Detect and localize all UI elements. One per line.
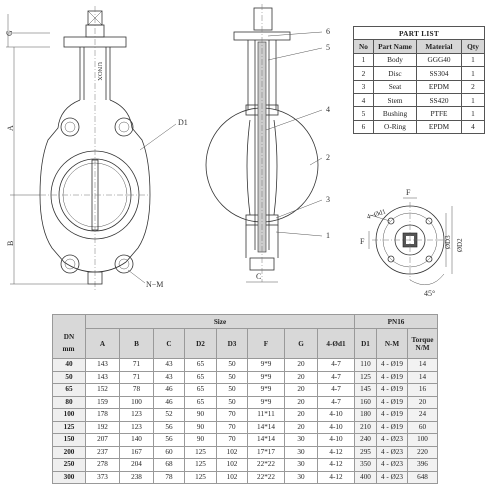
dimension-cell: 102: [217, 459, 248, 472]
dimension-cell: 110: [355, 359, 377, 372]
dimension-cell: 90: [185, 421, 217, 434]
parts-cell: 1: [354, 53, 374, 66]
parts-row: [354, 107, 485, 120]
dimension-cell: 22*22: [248, 459, 285, 472]
parts-row: [354, 67, 485, 80]
dimension-cell: 180: [355, 409, 377, 422]
dimension-cell: 20: [285, 396, 318, 409]
dimension-cell: 78: [154, 471, 185, 484]
dimension-cell: 400: [355, 471, 377, 484]
dimension-cell: 210: [355, 421, 377, 434]
dimension-cell: 52: [154, 409, 185, 422]
dimension-cell: 65: [185, 359, 217, 372]
dimension-cell: 160: [355, 396, 377, 409]
dimension-cell: 125: [185, 446, 217, 459]
dn-unit: mm: [62, 345, 75, 353]
dimension-cell: 70: [217, 421, 248, 434]
dimension-cell: 30: [285, 434, 318, 447]
dimension-cell: 4-7: [318, 359, 355, 372]
dimension-cell: 71: [120, 359, 154, 372]
dimension-cell: 4 - Ø23: [377, 446, 408, 459]
parts-row: [354, 93, 485, 106]
dimension-cell: 100: [120, 396, 154, 409]
dimension-cell: 4-12: [318, 471, 355, 484]
dimension-cell: 65: [185, 371, 217, 384]
dimension-cell: 65: [185, 384, 217, 397]
dimension-cell: 192: [86, 421, 120, 434]
side-view: [206, 4, 322, 282]
dn-cell: 200: [53, 446, 86, 459]
dimension-cell: 68: [154, 459, 185, 472]
dimension-cell: 4 - Ø23: [377, 459, 408, 472]
size-header: Size: [86, 315, 355, 329]
parts-list-title: PART LIST: [354, 27, 485, 40]
dimension-cell: 4 - Ø19: [377, 421, 408, 434]
dimension-cell: 4-12: [318, 446, 355, 459]
dimension-cell: 20: [285, 421, 318, 434]
dn-cell: 150: [53, 434, 86, 447]
dimension-cell: 43: [154, 371, 185, 384]
dimension-cell: 220: [408, 446, 438, 459]
dn-cell: 40: [53, 359, 86, 372]
dimension-cell: 143: [86, 371, 120, 384]
dimension-row: [53, 434, 438, 447]
col-d3: D3: [217, 329, 248, 359]
dimension-cell: 204: [120, 459, 154, 472]
dimension-cell: 56: [154, 421, 185, 434]
dn-cell: 100: [53, 409, 86, 422]
col-b: B: [120, 329, 154, 359]
dimension-cell: 70: [217, 409, 248, 422]
dimension-cell: 159: [86, 396, 120, 409]
parts-list-table: [353, 26, 485, 134]
pn16-header: PN16: [355, 315, 438, 329]
dimension-cell: 4 - Ø19: [377, 371, 408, 384]
dimension-cell: 4-10: [318, 409, 355, 422]
parts-header-qty: Qty: [462, 40, 485, 53]
dimension-cell: 145: [355, 384, 377, 397]
dimension-cell: 167: [120, 446, 154, 459]
parts-cell: EPDM: [417, 80, 462, 93]
dimension-cell: 24: [408, 409, 438, 422]
parts-cell: Stem: [374, 93, 417, 106]
dimension-cell: 102: [217, 446, 248, 459]
dimension-cell: 350: [355, 459, 377, 472]
front-view: [6, 6, 176, 290]
dimension-row: [53, 421, 438, 434]
parts-cell: GGG40: [417, 53, 462, 66]
dimension-cell: 4 - Ø23: [377, 434, 408, 447]
dn-cell: 250: [53, 459, 86, 472]
dn-cell: 50: [53, 371, 86, 384]
dimension-cell: 9*9: [248, 371, 285, 384]
parts-cell: SS420: [417, 93, 462, 106]
dim-label-f-top: F: [406, 188, 411, 197]
dim-label-bolt: 4−Ød1: [365, 207, 387, 222]
col-f: F: [248, 329, 285, 359]
dimension-cell: 71: [120, 371, 154, 384]
parts-cell: 4: [354, 93, 374, 106]
parts-row: [354, 120, 485, 133]
dimension-cell: 152: [86, 384, 120, 397]
dimension-cell: 30: [285, 471, 318, 484]
dimension-cell: 90: [185, 409, 217, 422]
col-torque: Torque N/M: [408, 329, 438, 359]
dimension-cell: 140: [120, 434, 154, 447]
dimension-cell: 123: [120, 421, 154, 434]
dimension-cell: 207: [86, 434, 120, 447]
dim-label-nm: N−M: [146, 280, 164, 289]
dimension-cell: 50: [217, 384, 248, 397]
col-a: A: [86, 329, 120, 359]
dimension-cell: 60: [408, 421, 438, 434]
dimension-cell: 50: [217, 396, 248, 409]
parts-cell: 6: [354, 120, 374, 133]
dimension-cell: 4-7: [318, 371, 355, 384]
dim-label-b: B: [6, 240, 15, 246]
dimension-cell: 4-10: [318, 434, 355, 447]
dimension-cell: 125: [355, 371, 377, 384]
dimension-table: [52, 314, 438, 484]
parts-cell: 1: [462, 107, 485, 120]
dimension-cell: 4 - Ø19: [377, 409, 408, 422]
parts-header-name: Part Name: [374, 40, 417, 53]
parts-row: [354, 53, 485, 66]
dimension-cell: 46: [154, 396, 185, 409]
body-marking-unox: UNOX: [96, 62, 103, 81]
callout-5: 5: [326, 43, 330, 52]
dimension-cell: 22*22: [248, 471, 285, 484]
parts-cell: Seat: [374, 80, 417, 93]
dimension-cell: 30: [285, 459, 318, 472]
dimension-cell: 11*11: [248, 409, 285, 422]
dimension-cell: 20: [285, 359, 318, 372]
dim-label-a: A: [6, 125, 15, 131]
dn-header: DN: [53, 315, 86, 359]
parts-cell: 5: [354, 107, 374, 120]
col-bolt: 4-Ød1: [318, 329, 355, 359]
parts-cell: 1: [462, 93, 485, 106]
dim-label-g: G: [5, 30, 14, 36]
dimension-row: [53, 396, 438, 409]
dimension-cell: 17*17: [248, 446, 285, 459]
dimension-cell: 14: [408, 371, 438, 384]
dimension-cell: 9*9: [248, 359, 285, 372]
dimension-cell: 50: [217, 359, 248, 372]
parts-header-no: No: [354, 40, 374, 53]
dn-cell: 80: [53, 396, 86, 409]
dimension-cell: 65: [185, 396, 217, 409]
dimension-row: [53, 359, 438, 372]
dimension-table-body: [53, 359, 438, 484]
dimension-cell: 4 - Ø19: [377, 384, 408, 397]
dimension-cell: 4-10: [318, 421, 355, 434]
col-g: G: [285, 329, 318, 359]
col-d1: D1: [355, 329, 377, 359]
parts-cell: 1: [462, 67, 485, 80]
dimension-cell: 20: [285, 371, 318, 384]
parts-cell: O-Ring: [374, 120, 417, 133]
dimension-row: [53, 409, 438, 422]
dimension-cell: 9*9: [248, 396, 285, 409]
parts-list-body: [354, 53, 485, 133]
parts-cell: SS304: [417, 67, 462, 80]
dimension-cell: 46: [154, 384, 185, 397]
dimension-cell: 16: [408, 384, 438, 397]
dimension-cell: 70: [217, 434, 248, 447]
dimension-cell: 100: [408, 434, 438, 447]
dimension-cell: 238: [120, 471, 154, 484]
dimension-row: [53, 446, 438, 459]
dim-label-d2: ØD2: [456, 238, 464, 252]
dimension-cell: 50: [217, 371, 248, 384]
dimension-cell: 4 - Ø19: [377, 359, 408, 372]
dimension-cell: 14*14: [248, 434, 285, 447]
parts-cell: 4: [462, 120, 485, 133]
dimension-cell: 143: [86, 359, 120, 372]
dn-cell: 65: [53, 384, 86, 397]
dimension-cell: 237: [86, 446, 120, 459]
dimension-cell: 102: [217, 471, 248, 484]
dimension-cell: 295: [355, 446, 377, 459]
dimension-cell: 125: [185, 459, 217, 472]
callout-2: 2: [326, 153, 330, 162]
parts-cell: 3: [354, 80, 374, 93]
dimension-row: [53, 471, 438, 484]
dimension-row: [53, 384, 438, 397]
parts-cell: EPDM: [417, 120, 462, 133]
dimension-row: [53, 459, 438, 472]
dimension-cell: 278: [86, 459, 120, 472]
col-c: C: [154, 329, 185, 359]
parts-cell: Disc: [374, 67, 417, 80]
dimension-cell: 9*9: [248, 384, 285, 397]
dn-cell: 125: [53, 421, 86, 434]
dimension-cell: 20: [408, 396, 438, 409]
dimension-cell: 14*14: [248, 421, 285, 434]
dim-label-c: C: [256, 272, 262, 281]
dimension-cell: 4-12: [318, 459, 355, 472]
dimension-cell: 14: [408, 359, 438, 372]
dimension-cell: 4-7: [318, 396, 355, 409]
parts-header-material: Material: [417, 40, 462, 53]
dimension-cell: 30: [285, 446, 318, 459]
dimension-row: [53, 371, 438, 384]
dimension-cell: 4 - Ø23: [377, 471, 408, 484]
parts-cell: Bushing: [374, 107, 417, 120]
dimension-cell: 78: [120, 384, 154, 397]
parts-cell: PTFE: [417, 107, 462, 120]
callout-1: 1: [326, 231, 330, 240]
parts-row: [354, 80, 485, 93]
dim-label-f-side: F: [360, 237, 365, 246]
dimension-cell: 125: [185, 471, 217, 484]
dimension-cell: 43: [154, 359, 185, 372]
dimension-cell: 123: [120, 409, 154, 422]
callout-6: 6: [326, 27, 330, 36]
callout-3: 3: [326, 195, 330, 204]
dimension-cell: 178: [86, 409, 120, 422]
dimension-cell: 648: [408, 471, 438, 484]
callout-4: 4: [326, 105, 330, 114]
dimension-cell: 4-7: [318, 384, 355, 397]
dimension-cell: 240: [355, 434, 377, 447]
dn-cell: 300: [53, 471, 86, 484]
col-d2: D2: [185, 329, 217, 359]
dimension-cell: 20: [285, 409, 318, 422]
parts-cell: 2: [462, 80, 485, 93]
parts-cell: Body: [374, 53, 417, 66]
dimension-cell: 56: [154, 434, 185, 447]
dim-label-angle: 45°: [424, 289, 436, 298]
col-nm: N-M: [377, 329, 408, 359]
dimension-cell: 20: [285, 384, 318, 397]
dimension-cell: 396: [408, 459, 438, 472]
dim-label-d3: ØD3: [444, 235, 452, 249]
parts-cell: 2: [354, 67, 374, 80]
dimension-cell: 373: [86, 471, 120, 484]
dimension-cell: 90: [185, 434, 217, 447]
dimension-cell: 4 - Ø19: [377, 396, 408, 409]
dimension-cell: 60: [154, 446, 185, 459]
dim-label-d1: D1: [178, 118, 188, 127]
parts-cell: 1: [462, 53, 485, 66]
